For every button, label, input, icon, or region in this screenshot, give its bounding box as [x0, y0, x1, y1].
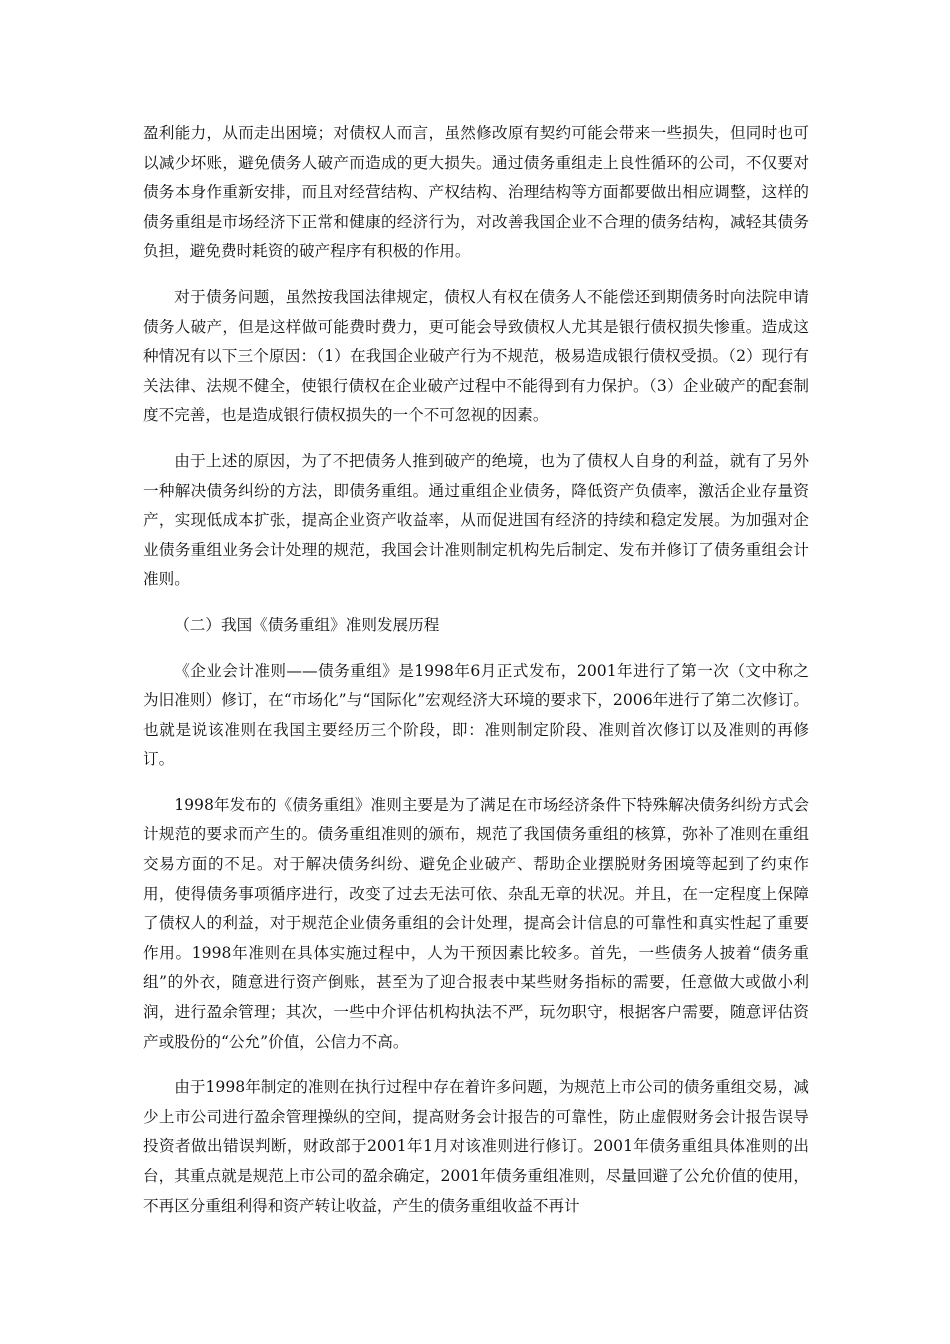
paragraph-debt-restructuring: 由于上述的原因，为了不把债务人推到破产的绝境，也为了债权人自身的利益，就有了另外一种解决债务纠纷的方法，即债务重组。通过重组企业债务，降低资产负债率，激活企业存量资产，实现低成本扩张，提高企业资产收益率，从而促进国有经济的持续和稳定发展。为加强对企业债务重组业务会计处理的规范，我国会计准则制定机构先后制定、发布并修订了债务重组会计准则。 [143, 451, 809, 589]
paragraph-1998-standard: 1998年发布的《债务重组》准则主要是为了满足在市场经济条件下特殊解决债务纠纷方式会计规范的要求而产生的。债务重组准则的颁布，规范了我国债务重组的核算，弥补了准则在重组交易方面的不足。对于解决债务纠纷、避免企业破产、帮助企业摆脱财务困境等起到了约束作用，使得债务事项循序进行，改变了过去无法可依、杂乱无章的状况。并且，在一定程度上保障了债权人的利益，对于规范企业债务重组的会计处理，提高会计信息的可靠性和真实性起了重要作用。1998年准则在具体实施过程中，人为干预因素比较多。首先，一些债务人披着“债务重组”的外衣，随意进行资产倒账，甚至为了迎合报表中某些财务指标的需要，任意做大或做小利润，进行盈余管理；其次，一些中介评估机构执法不严，玩勿职守，根据客户需要，随意评估资产或股份的“公允”价值，公信力不高。 [143, 795, 809, 1051]
paragraph-2001-revision: 由于1998年制定的准则在执行过程中存在着许多问题，为规范上市公司的债务重组交易，减少上市公司进行盈余管理操纵的空间，提高财务会计报告的可靠性，防止虚假财务会计报告误导投资者做出错误判断，财政部于2001年1月对该准则进行修订。2001年债务重组具体准则的出台，其重点就是规范上市公司的盈余确定，2001年债务重组准则，尽量回避了公允价值的使用，不再区分重组利得和资产转让收益，产生的债务重组收益不再计 [143, 1078, 809, 1215]
section-heading: （二）我国《债务重组》准则发展历程 [174, 615, 440, 634]
document-body [143, 119, 809, 1221]
paragraph-debt-problem: 对于债务问题，虽然按我国法律规定，债权人有权在债务人不能偿还到期债务时向法院申请债务人破产，但是这样做可能费时费力，更可能会导致债权人尤其是银行债权损失惨重。造成这种情况有以下三个原因：（1）在我国企业破产行为不规范，极易造成银行债权受损。（2）现行有关法律、法规不健全，使银行债权在企业破产过程中不能得到有力保护。（3）企业破产的配套制度不完善，也是造成银行债权损失的一个不可忽视的因素。 [143, 287, 809, 425]
paragraph-standard-history: 《企业会计准则——债务重组》是1998年6月正式发布，2001年进行了第一次（文中称之为旧准则）修订，在“市场化”与“国际化”宏观经济大环境的要求下，2006年进行了第二次修订。也就是说该准则在我国主要经历三个阶段，即：准则制定阶段、准则首次修订以及准则的再修订。 [143, 661, 809, 769]
paragraph-continuation: 盈利能力，从而走出困境；对债权人而言，虽然修改原有契约可能会带来一些损失，但同时也可以减少坏账，避免债务人破产而造成的更大损失。通过债务重组走上良性循环的公司，不仅要对债务本身作重新安排，而且对经营结构、产权结构、治理结构等方面都要做出相应调整，这样的债务重组是市场经济下正常和健康的经济行为，对改善我国企业不合理的债务结构，减轻其债务负担，避免费时耗资的破产程序有积极的作用。 [143, 124, 809, 261]
